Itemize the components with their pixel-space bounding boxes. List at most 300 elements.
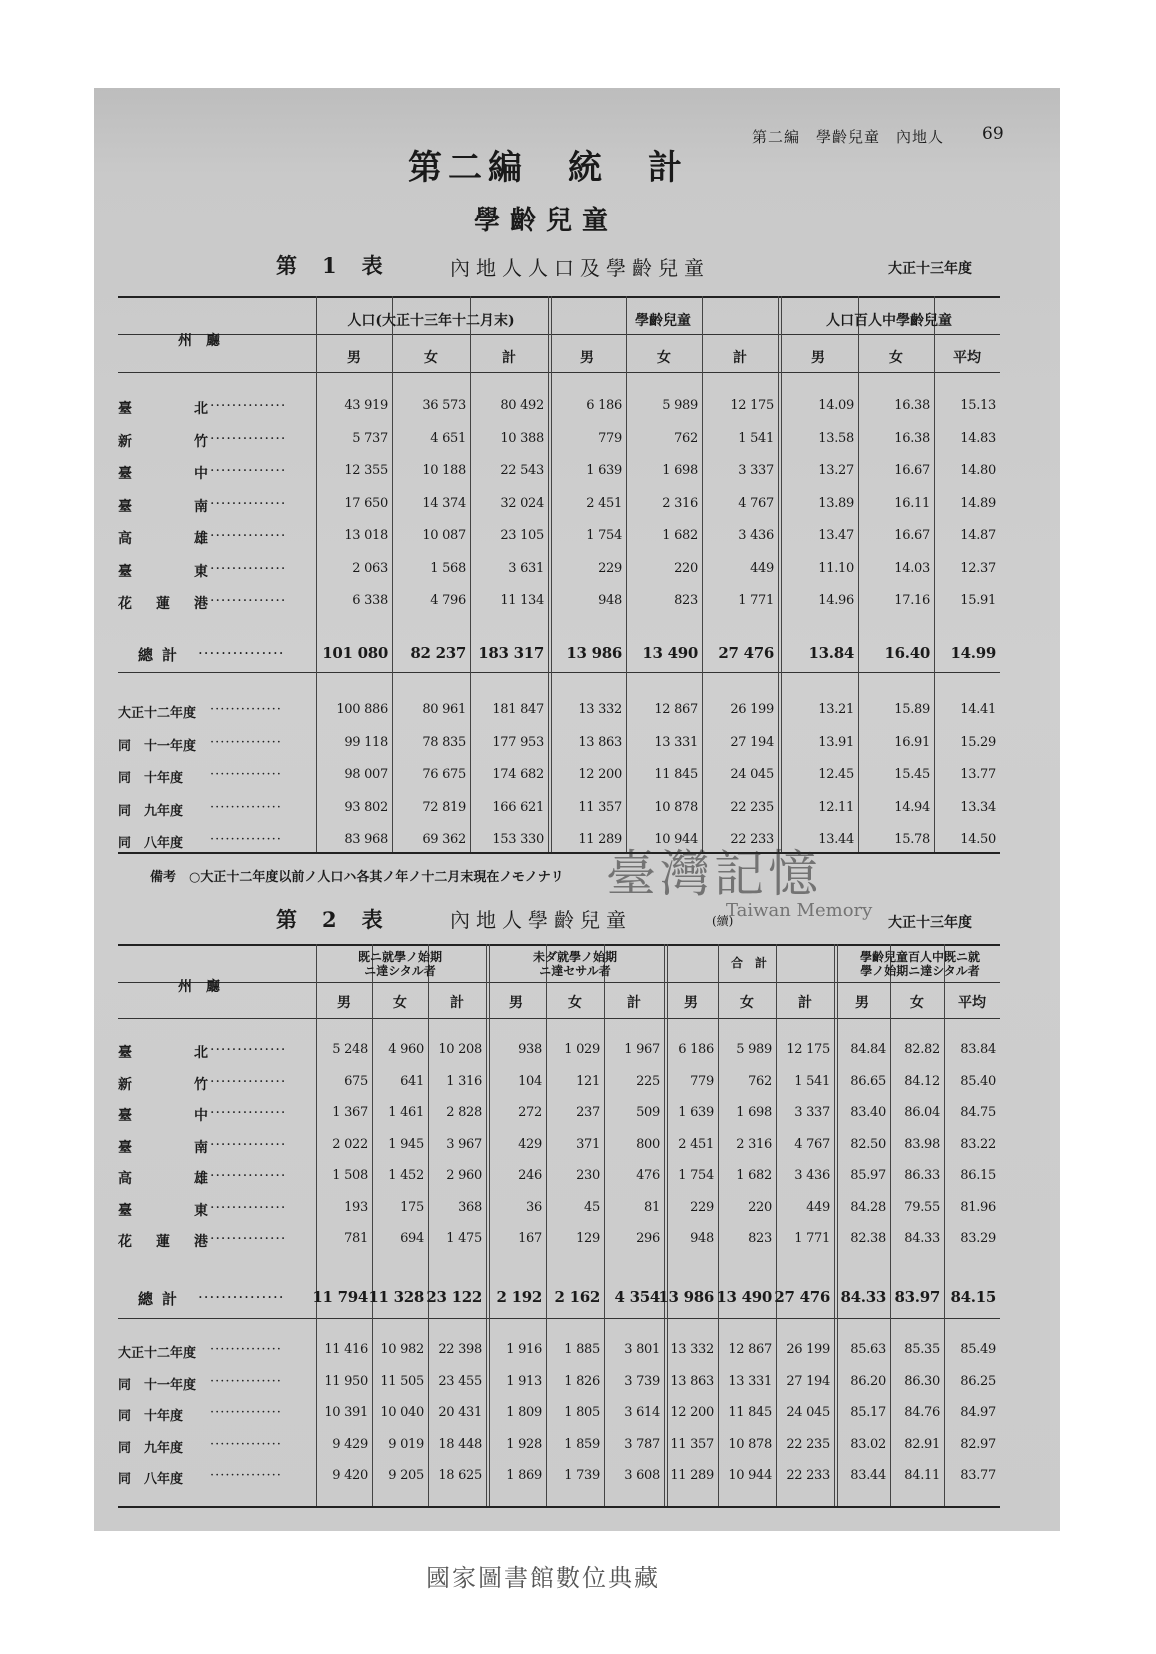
table-cell: 9 205	[388, 1468, 424, 1483]
group-header-line: 合 計	[730, 956, 767, 970]
region-label-char: 花	[118, 1234, 132, 1250]
table-cell: 11 845	[728, 1405, 772, 1420]
region-label-char: 臺	[118, 498, 132, 515]
table-cell: 18 625	[438, 1468, 482, 1483]
table-cell: 85.40	[960, 1073, 996, 1089]
table-cell: 11 950	[324, 1373, 368, 1389]
table-cell: 99 118	[344, 734, 388, 750]
group-header-line: ニ達シタル者	[364, 964, 436, 978]
year-row-label	[118, 800, 308, 818]
table-cell: 1 809	[506, 1405, 542, 1420]
table-cell: 16.40	[884, 644, 930, 662]
region-label-char: 花	[118, 596, 132, 612]
table-cell: 1 475	[446, 1231, 482, 1246]
region-label-char: 臺	[118, 1139, 132, 1156]
region-label-char: 南	[194, 1139, 208, 1156]
total-row-label	[138, 1288, 308, 1306]
table-cell: 823	[748, 1231, 772, 1246]
table-cell: 2 192	[496, 1288, 542, 1306]
region-row-label	[118, 561, 308, 579]
table-cell: 1 928	[506, 1436, 542, 1452]
table-cell: 81.96	[960, 1199, 996, 1215]
table-cell: 1 508	[332, 1168, 368, 1183]
year-label-text: 大正十二年度	[118, 1346, 197, 1361]
table-cell: 84.75	[960, 1105, 996, 1120]
group-header: 人口(大正十三年十二月末)	[347, 313, 515, 329]
table-cell: 104	[518, 1073, 542, 1089]
table-cell: 12 867	[654, 702, 698, 717]
group-header-line: 未ダ就學ノ始期	[532, 950, 617, 964]
table-cell: 2 022	[332, 1136, 368, 1152]
table-rule	[118, 334, 1000, 335]
table-cell: 24 045	[786, 1405, 830, 1420]
table-cell: 229	[690, 1199, 714, 1215]
column-rule	[944, 944, 945, 1506]
table-cell: 2 162	[554, 1288, 600, 1306]
year-row-label	[118, 1437, 308, 1455]
table-cell: 98 007	[344, 767, 388, 782]
table-cell: 10 040	[380, 1405, 424, 1420]
total-label-char: 總	[138, 1290, 154, 1308]
year-label-text: 同 九年度	[118, 1440, 184, 1456]
table-cell: 1 826	[564, 1373, 600, 1389]
column-header: 男	[684, 995, 698, 1011]
year-label-text: 同 十年度	[118, 1409, 184, 1424]
table-cell: 2 063	[352, 560, 388, 576]
table-cell: 1 945	[388, 1136, 424, 1152]
table-cell: 2 451	[678, 1136, 714, 1152]
table-cell: 3 967	[446, 1136, 482, 1152]
table-cell: 82 237	[410, 644, 466, 662]
table-cell: 22 233	[730, 832, 774, 847]
leader-dots: ··············	[210, 528, 287, 544]
table-cell: 9 019	[388, 1436, 424, 1452]
table-cell: 86.33	[904, 1168, 940, 1183]
table-cell: 272	[518, 1105, 542, 1120]
table-cell: 237	[576, 1105, 600, 1120]
table-cell: 84.84	[850, 1042, 886, 1057]
table-cell: 26 199	[786, 1342, 830, 1357]
table-cell: 1 771	[794, 1231, 830, 1246]
table-cell: 14.89	[960, 495, 996, 511]
table-cell: 1 541	[738, 430, 774, 446]
region-label-char: 東	[194, 563, 208, 580]
year-label-text: 同 十一年度	[118, 1377, 197, 1393]
year-label-text: 大正十二年度	[118, 706, 197, 721]
table-cell: 296	[636, 1231, 660, 1246]
table-cell: 229	[598, 560, 622, 576]
region-row-label	[118, 593, 308, 611]
table-cell: 14.50	[960, 832, 996, 847]
region-label-char: 新	[118, 1076, 132, 1093]
table-cell: 13.89	[818, 495, 854, 511]
table-cell: 22 233	[786, 1468, 830, 1483]
table-cell: 84.33	[840, 1288, 886, 1306]
table-cell: 4 796	[430, 593, 466, 608]
region-column-header: 州 廳	[178, 979, 220, 995]
leader-dots: ··············	[210, 430, 287, 447]
region-row-label	[118, 1137, 308, 1155]
column-rule	[372, 944, 373, 1506]
table-cell: 4 767	[738, 495, 774, 511]
leader-dots: ···············	[198, 1288, 285, 1306]
table-cell: 371	[576, 1136, 600, 1152]
group-header	[488, 950, 662, 978]
table-cell: 3 436	[738, 528, 774, 543]
total-row-label	[138, 644, 308, 662]
leader-dots: ··············	[210, 1073, 287, 1090]
table-cell: 23 122	[426, 1288, 482, 1306]
region-row-label	[118, 496, 308, 514]
leader-dots: ··············	[210, 1231, 287, 1247]
table-cell: 476	[636, 1168, 660, 1183]
watermark-logo-text: 臺灣記憶	[606, 845, 822, 903]
table2-era: 大正十三年度	[888, 915, 972, 931]
table-cell: 13.84	[808, 644, 854, 662]
table-cell: 13.34	[960, 799, 996, 815]
leader-dots: ··············	[210, 1405, 282, 1420]
table-cell: 1 367	[332, 1105, 368, 1120]
group-header-line: 既ニ就學ノ始期	[357, 950, 442, 964]
table-cell: 948	[690, 1231, 714, 1246]
leader-dots: ··············	[210, 1042, 287, 1058]
leader-dots: ··············	[210, 1468, 282, 1483]
table-cell: 22 543	[500, 463, 544, 478]
table-cell: 10 087	[422, 528, 466, 543]
year-row-label	[118, 702, 308, 720]
table-cell: 83.29	[960, 1231, 996, 1246]
table-cell: 14.96	[818, 593, 854, 608]
leader-dots: ··············	[210, 1342, 282, 1357]
table-cell: 17 650	[344, 495, 388, 511]
table-cell: 6 186	[586, 398, 622, 413]
table-cell: 368	[458, 1199, 482, 1215]
region-row-label	[118, 1074, 308, 1092]
table-cell: 93 802	[344, 799, 388, 815]
year-row-label	[118, 1405, 308, 1423]
table-cell: 32 024	[500, 495, 544, 511]
column-rule	[718, 944, 719, 1506]
table-cell: 4 960	[388, 1042, 424, 1057]
column-rule	[834, 944, 835, 1506]
leader-dots: ··············	[210, 495, 287, 512]
column-header: 計	[450, 995, 464, 1011]
table-cell: 15.13	[960, 398, 996, 413]
group-header-line: 學齡兒童百人中既ニ就	[859, 950, 980, 964]
table-cell: 5 737	[352, 430, 388, 446]
table-cell: 13 863	[578, 734, 622, 750]
table-cell: 12.45	[818, 767, 854, 782]
table-cell: 948	[598, 593, 622, 608]
table-cell: 175	[400, 1199, 424, 1215]
table-cell: 81	[644, 1199, 660, 1215]
table-cell: 1 568	[430, 560, 466, 576]
table-cell: 83.44	[850, 1468, 886, 1483]
table-cell: 13 018	[344, 528, 388, 543]
table-cell: 79.55	[904, 1199, 940, 1215]
column-header: 計	[502, 350, 516, 366]
table-rule	[118, 944, 1000, 946]
table-cell: 13 986	[658, 1288, 714, 1306]
group-header	[666, 956, 832, 970]
table-cell: 6 186	[678, 1042, 714, 1057]
column-rule	[489, 944, 490, 1506]
table-cell: 4 767	[794, 1136, 830, 1152]
table-cell: 16.38	[894, 430, 930, 446]
table-cell: 1 639	[586, 463, 622, 478]
table-cell: 2 960	[446, 1168, 482, 1183]
table-cell: 84.11	[904, 1468, 940, 1483]
table-cell: 12 867	[728, 1342, 772, 1357]
table-cell: 800	[636, 1136, 660, 1152]
column-header: 女	[657, 350, 671, 366]
table-cell: 76 675	[422, 767, 466, 782]
region-label-char: 臺	[118, 401, 132, 417]
table-cell: 11 794	[312, 1288, 368, 1306]
leader-dots: ··············	[210, 799, 282, 815]
table-cell: 1 805	[564, 1405, 600, 1420]
table-cell: 11.10	[818, 560, 854, 576]
table-cell: 9 420	[332, 1468, 368, 1483]
region-label-char: 臺	[118, 563, 132, 580]
region-column-header: 州 廳	[178, 333, 220, 349]
table-cell: 72 819	[422, 799, 466, 815]
table-cell: 225	[636, 1073, 660, 1089]
table-cell: 12 200	[670, 1405, 714, 1420]
region-row-label	[118, 431, 308, 449]
leader-dots: ··············	[210, 1136, 287, 1153]
table-rule	[118, 672, 1000, 673]
column-rule	[890, 944, 891, 1506]
region-label-char: 竹	[194, 433, 208, 450]
table-cell: 167	[518, 1231, 542, 1246]
column-header: 平均	[958, 995, 986, 1011]
table-cell: 641	[400, 1073, 424, 1089]
table-cell: 13 863	[670, 1373, 714, 1389]
table-cell: 12 175	[786, 1042, 830, 1057]
table-cell: 11 357	[578, 799, 622, 815]
table-cell: 18 448	[438, 1436, 482, 1452]
table2-number: 第 2 表	[276, 907, 385, 932]
table-cell: 1 916	[506, 1342, 542, 1357]
leader-dots: ··············	[210, 463, 287, 479]
table-cell: 78 835	[422, 734, 466, 750]
table-cell: 1 771	[738, 593, 774, 608]
table-cell: 13 986	[566, 644, 622, 662]
page-number: 69	[982, 124, 1004, 144]
table-cell: 230	[576, 1168, 600, 1183]
column-header: 男	[580, 350, 594, 366]
column-header: 男	[855, 995, 869, 1011]
table-cell: 15.91	[960, 593, 996, 608]
table-cell: 13.58	[818, 430, 854, 446]
table-cell: 80 961	[422, 702, 466, 717]
table-cell: 181 847	[492, 702, 544, 717]
region-label-char: 港	[194, 1234, 208, 1250]
table-cell: 83 968	[344, 832, 388, 847]
table-cell: 69 362	[422, 832, 466, 847]
table-cell: 5 989	[736, 1042, 772, 1057]
leader-dots: ···············	[198, 644, 285, 662]
table-cell: 10 944	[728, 1468, 772, 1483]
table1-era: 大正十三年度	[888, 261, 972, 277]
group-header: 人口百人中學齡兒童	[826, 313, 952, 329]
footer-archive-label: 國家圖書館數位典藏	[426, 1564, 660, 1592]
table-cell: 2 316	[662, 495, 698, 511]
table-cell: 83.02	[850, 1436, 886, 1452]
table-cell: 938	[518, 1042, 542, 1057]
region-label-char: 臺	[118, 1202, 132, 1219]
table-cell: 82.82	[904, 1042, 940, 1057]
table-cell: 1 859	[564, 1436, 600, 1452]
year-row-label	[118, 735, 308, 753]
table-cell: 9 429	[332, 1436, 368, 1452]
total-label-char: 計	[162, 1290, 178, 1308]
table-cell: 779	[598, 430, 622, 446]
table-cell: 85.49	[960, 1342, 996, 1357]
table-cell: 82.38	[850, 1231, 886, 1246]
column-rule	[486, 944, 487, 1506]
table-cell: 13.27	[818, 463, 854, 478]
column-header: 男	[811, 350, 825, 366]
table-cell: 10 188	[422, 463, 466, 478]
table-cell: 16.67	[894, 463, 930, 478]
table-cell: 5 248	[332, 1042, 368, 1057]
table-cell: 1 698	[662, 463, 698, 478]
table-cell: 14.94	[894, 799, 930, 815]
table-cell: 15.78	[894, 832, 930, 847]
table-cell: 84.76	[904, 1405, 940, 1420]
group-header	[316, 950, 484, 978]
table-cell: 1 639	[678, 1105, 714, 1120]
region-row-label	[118, 1168, 308, 1186]
column-header: 男	[347, 350, 361, 366]
table-cell: 12.37	[960, 560, 996, 576]
table-cell: 13.44	[818, 832, 854, 847]
table-cell: 26 199	[730, 702, 774, 717]
table-cell: 84.15	[950, 1288, 996, 1306]
table-cell: 11 289	[670, 1468, 714, 1483]
year-label-text: 同 十年度	[118, 771, 184, 786]
table-cell: 10 388	[500, 430, 544, 446]
leader-dots: ··············	[210, 734, 282, 750]
region-label-char: 東	[194, 1202, 208, 1219]
table-cell: 16.11	[894, 495, 930, 511]
table-cell: 11 328	[368, 1288, 424, 1306]
table-cell: 22 398	[438, 1342, 482, 1357]
table-cell: 13 332	[578, 702, 622, 717]
table-cell: 85.17	[850, 1405, 886, 1420]
table-cell: 781	[344, 1231, 368, 1246]
table-cell: 11 416	[324, 1342, 368, 1357]
table-cell: 24 045	[730, 767, 774, 782]
year-row-label	[118, 1374, 308, 1392]
table-cell: 13 490	[716, 1288, 772, 1306]
table-cell: 83.22	[960, 1136, 996, 1152]
table-cell: 153 330	[492, 832, 544, 847]
table-cell: 10 208	[438, 1042, 482, 1057]
leader-dots: ··············	[210, 767, 282, 782]
table-cell: 246	[518, 1168, 542, 1183]
table2-title: 內地人學齡兒童	[450, 908, 632, 932]
table-cell: 16.67	[894, 528, 930, 543]
table-cell: 13.47	[818, 528, 854, 543]
region-row-label	[118, 1105, 308, 1123]
table-cell: 166 621	[492, 799, 544, 815]
table-cell: 85.63	[850, 1342, 886, 1357]
region-row-label	[118, 1231, 308, 1249]
table-cell: 1 461	[388, 1105, 424, 1120]
region-label-char: 蓮	[156, 1234, 170, 1250]
table-cell: 14.41	[960, 702, 996, 717]
table-cell: 13 331	[654, 734, 698, 750]
table-cell: 82.50	[850, 1136, 886, 1152]
table-cell: 220	[748, 1199, 772, 1215]
table-cell: 83.40	[850, 1105, 886, 1120]
column-header: 男	[337, 995, 351, 1011]
table-cell: 27 476	[774, 1288, 830, 1306]
table-cell: 177 953	[492, 734, 544, 750]
table-cell: 16.91	[894, 734, 930, 750]
table-cell: 193	[344, 1199, 368, 1215]
table-cell: 13.77	[960, 767, 996, 782]
table-cell: 15.29	[960, 734, 996, 750]
table1-title: 內地人人口及學齡兒童	[450, 256, 710, 280]
table-cell: 36	[526, 1199, 542, 1215]
table-cell: 4 651	[430, 430, 466, 446]
leader-dots: ··············	[210, 1105, 287, 1121]
column-header: 女	[740, 995, 754, 1011]
group-header	[836, 950, 1004, 978]
table-cell: 14 374	[422, 495, 466, 511]
table-cell: 11 134	[500, 593, 544, 608]
year-row-label	[118, 832, 308, 850]
table-cell: 14.87	[960, 528, 996, 543]
running-head: 第二編 學齡兒童 內地人	[752, 128, 945, 146]
region-label-char: 高	[118, 1171, 132, 1187]
table-cell: 84.33	[904, 1231, 940, 1246]
column-header: 女	[889, 350, 903, 366]
table-cell: 15.89	[894, 702, 930, 717]
table-cell: 36 573	[422, 398, 466, 413]
table-cell: 45	[584, 1199, 600, 1215]
table-cell: 1 682	[662, 528, 698, 543]
leader-dots: ··············	[210, 398, 287, 414]
table-cell: 4 354	[614, 1288, 660, 1306]
region-label-char: 臺	[118, 1108, 132, 1124]
table-cell: 12 175	[730, 398, 774, 413]
region-label-char: 中	[194, 1108, 208, 1124]
region-label-char: 北	[194, 401, 208, 417]
table-cell: 5 989	[662, 398, 698, 413]
table-cell: 13 490	[642, 644, 698, 662]
table-cell: 121	[576, 1073, 600, 1089]
column-rule	[667, 944, 668, 1506]
group-header-line: ニ達セサル者	[539, 964, 611, 978]
table-cell: 3 787	[624, 1436, 660, 1452]
year-label-text: 同 九年度	[118, 803, 184, 819]
column-header: 女	[393, 995, 407, 1011]
table-cell: 83.98	[904, 1136, 940, 1152]
region-label-char: 臺	[118, 1045, 132, 1061]
table-cell: 11 845	[654, 767, 698, 782]
table-cell: 1 913	[506, 1373, 542, 1389]
table-cell: 509	[636, 1105, 660, 1120]
table-rule	[118, 852, 1000, 854]
column-header: 平均	[953, 350, 981, 366]
column-rule	[776, 944, 777, 1506]
table-cell: 1 541	[794, 1073, 830, 1089]
